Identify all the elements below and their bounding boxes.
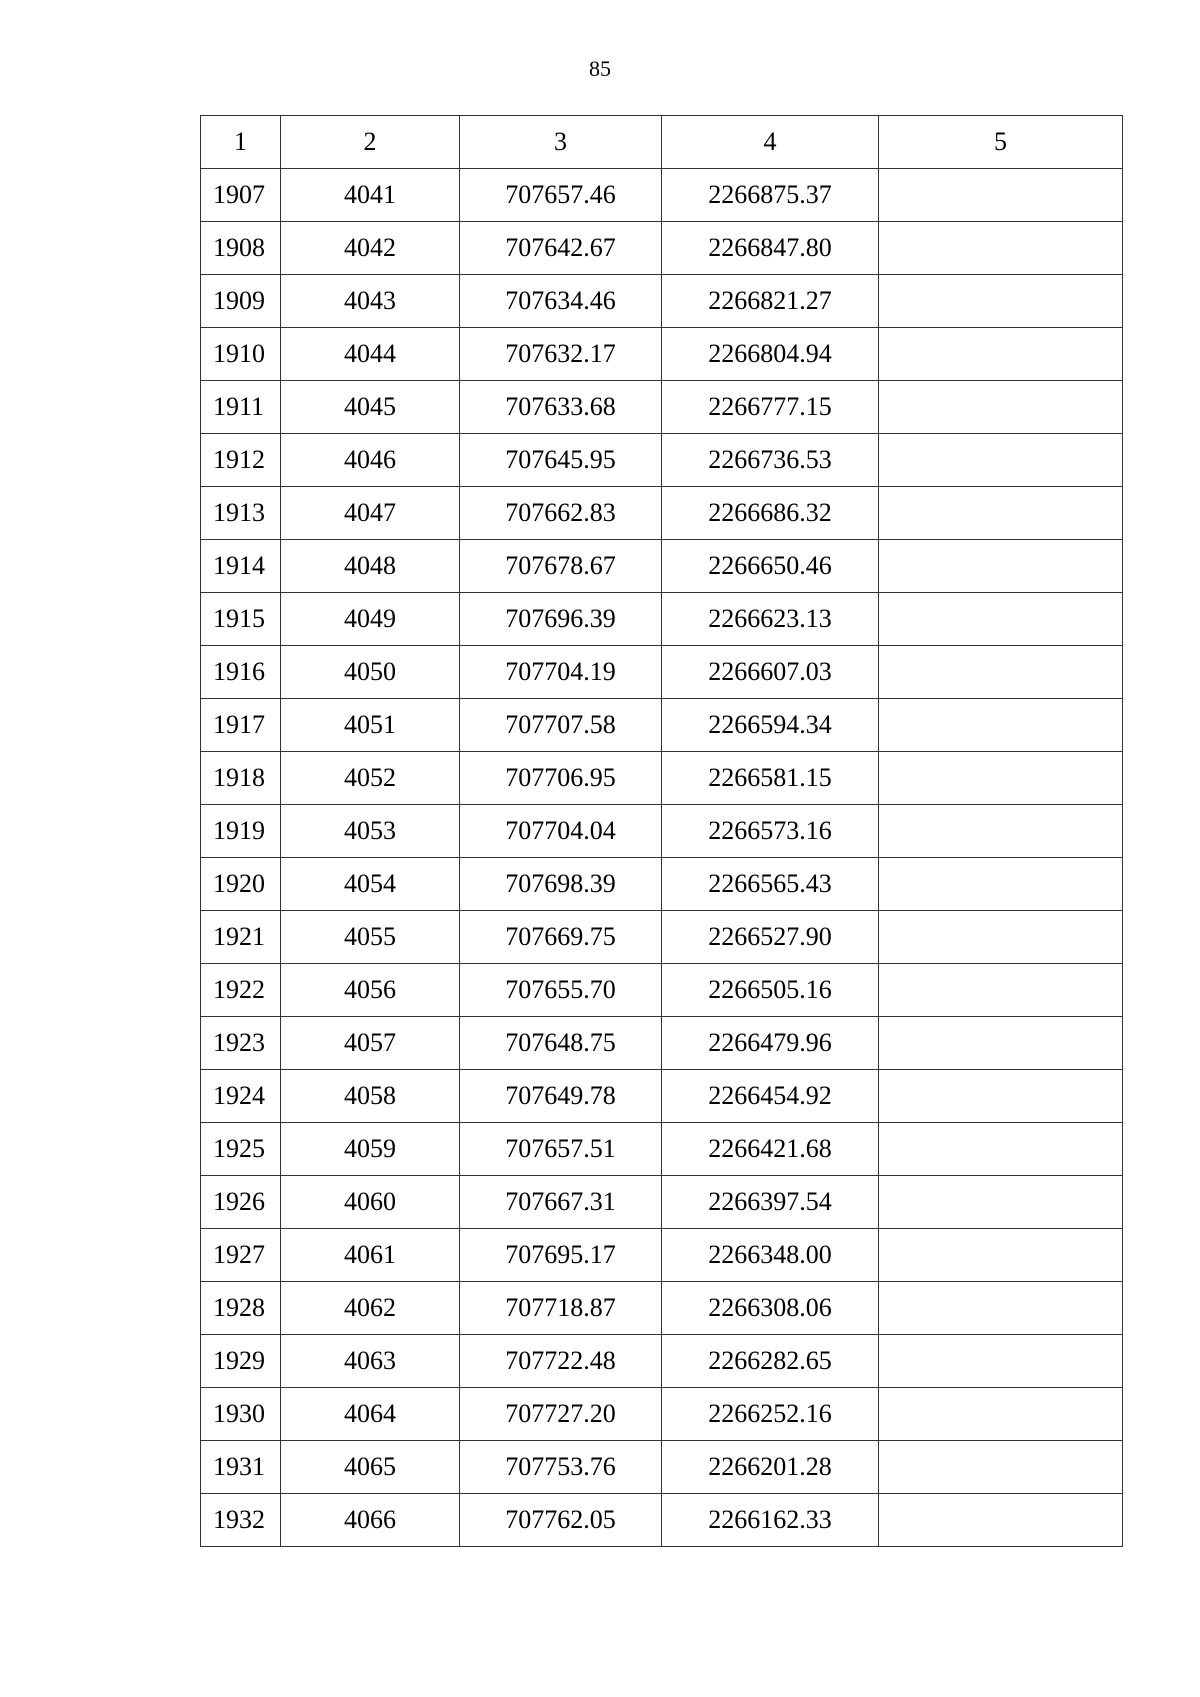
table-row — [201, 858, 1123, 911]
table-row — [201, 328, 1123, 381]
table-cell-col-3: 707657.46 — [460, 169, 662, 222]
table-row — [201, 1176, 1123, 1229]
table-cell-col-4: 2266847.80 — [662, 222, 879, 275]
table-cell-col-5 — [879, 328, 1123, 381]
table-row — [201, 275, 1123, 328]
table-cell-col-3: 707634.46 — [460, 275, 662, 328]
table-cell-col-1: 1931 — [201, 1441, 281, 1494]
table-cell-col-1: 1925 — [201, 1123, 281, 1176]
table-cell-col-5 — [879, 805, 1123, 858]
table-cell-col-5 — [879, 646, 1123, 699]
table-cell-col-1: 1914 — [201, 540, 281, 593]
table-cell-col-5 — [879, 752, 1123, 805]
table-cell-col-1: 1909 — [201, 275, 281, 328]
table-cell-col-2: 4052 — [281, 752, 460, 805]
table-cell-col-4: 2266623.13 — [662, 593, 879, 646]
table-cell-col-2: 4049 — [281, 593, 460, 646]
table-cell-col-3: 707648.75 — [460, 1017, 662, 1070]
table-cell-col-3: 707722.48 — [460, 1335, 662, 1388]
table-cell-col-3: 707645.95 — [460, 434, 662, 487]
table-cell-col-3: 707633.68 — [460, 381, 662, 434]
table-row — [201, 381, 1123, 434]
table-cell-col-1: 1921 — [201, 911, 281, 964]
table-cell-col-4: 2266736.53 — [662, 434, 879, 487]
table-cell-col-5 — [879, 1441, 1123, 1494]
table-cell-col-4: 2266397.54 — [662, 1176, 879, 1229]
table-cell-col-1: 1927 — [201, 1229, 281, 1282]
table-cell-col-1: 1922 — [201, 964, 281, 1017]
table-cell-col-2: 4066 — [281, 1494, 460, 1547]
table-cell-col-5 — [879, 593, 1123, 646]
table-cell-col-2: 4042 — [281, 222, 460, 275]
table-row — [201, 1123, 1123, 1176]
table-cell-col-3: 707657.51 — [460, 1123, 662, 1176]
table-row — [201, 699, 1123, 752]
table-cell-col-2: 4062 — [281, 1282, 460, 1335]
table-cell-col-1: 1923 — [201, 1017, 281, 1070]
table-row — [201, 964, 1123, 1017]
table-cell-col-1: 1932 — [201, 1494, 281, 1547]
table-cell-col-5 — [879, 1017, 1123, 1070]
table-cell-col-4: 2266282.65 — [662, 1335, 879, 1388]
table-cell-col-3: 707704.19 — [460, 646, 662, 699]
table-row — [201, 169, 1123, 222]
table-cell-col-5 — [879, 1388, 1123, 1441]
table-cell-col-3: 707669.75 — [460, 911, 662, 964]
table-cell-col-5 — [879, 911, 1123, 964]
table-row — [201, 1441, 1123, 1494]
table-cell-col-3: 707753.76 — [460, 1441, 662, 1494]
table-cell-col-3: 707662.83 — [460, 487, 662, 540]
table-row — [201, 487, 1123, 540]
table-cell-col-4: 2266527.90 — [662, 911, 879, 964]
table-cell-col-4: 2266581.15 — [662, 752, 879, 805]
table-row — [201, 1388, 1123, 1441]
header-cell-3: 3 — [460, 116, 662, 169]
table-cell-col-3: 707762.05 — [460, 1494, 662, 1547]
table-row — [201, 1282, 1123, 1335]
table-cell-col-4: 2266565.43 — [662, 858, 879, 911]
table-cell-col-1: 1918 — [201, 752, 281, 805]
table-cell-col-2: 4060 — [281, 1176, 460, 1229]
coordinates-table — [200, 115, 1123, 1547]
table-cell-col-2: 4051 — [281, 699, 460, 752]
table-cell-col-2: 4043 — [281, 275, 460, 328]
table-cell-col-3: 707655.70 — [460, 964, 662, 1017]
table-cell-col-5 — [879, 381, 1123, 434]
table-cell-col-1: 1920 — [201, 858, 281, 911]
table-cell-col-5 — [879, 858, 1123, 911]
table-cell-col-1: 1911 — [201, 381, 281, 434]
table-cell-col-2: 4055 — [281, 911, 460, 964]
table-cell-col-1: 1915 — [201, 593, 281, 646]
table-row — [201, 593, 1123, 646]
table-cell-col-2: 4064 — [281, 1388, 460, 1441]
table-cell-col-2: 4046 — [281, 434, 460, 487]
table-cell-col-3: 707632.17 — [460, 328, 662, 381]
table-cell-col-5 — [879, 169, 1123, 222]
table-cell-col-1: 1912 — [201, 434, 281, 487]
table-cell-col-3: 707695.17 — [460, 1229, 662, 1282]
table-cell-col-5 — [879, 1282, 1123, 1335]
table-cell-col-2: 4041 — [281, 169, 460, 222]
table-cell-col-5 — [879, 275, 1123, 328]
table-cell-col-4: 2266686.32 — [662, 487, 879, 540]
table-cell-col-3: 707696.39 — [460, 593, 662, 646]
table-cell-col-4: 2266201.28 — [662, 1441, 879, 1494]
table-row — [201, 1494, 1123, 1547]
header-cell-5: 5 — [879, 116, 1123, 169]
header-cell-2: 2 — [281, 116, 460, 169]
table-cell-col-1: 1917 — [201, 699, 281, 752]
table-row — [201, 805, 1123, 858]
table-cell-col-3: 707642.67 — [460, 222, 662, 275]
table-cell-col-1: 1929 — [201, 1335, 281, 1388]
table-cell-col-1: 1908 — [201, 222, 281, 275]
table-cell-col-4: 2266804.94 — [662, 328, 879, 381]
table-cell-col-1: 1910 — [201, 328, 281, 381]
table-cell-col-3: 707678.67 — [460, 540, 662, 593]
table-cell-col-5 — [879, 540, 1123, 593]
table-cell-col-2: 4059 — [281, 1123, 460, 1176]
table-cell-col-2: 4057 — [281, 1017, 460, 1070]
table-cell-col-2: 4048 — [281, 540, 460, 593]
table-cell-col-5 — [879, 1123, 1123, 1176]
table-cell-col-2: 4044 — [281, 328, 460, 381]
table-cell-col-4: 2266594.34 — [662, 699, 879, 752]
header-cell-1: 1 — [201, 116, 281, 169]
table-cell-col-4: 2266777.15 — [662, 381, 879, 434]
table-row — [201, 1070, 1123, 1123]
table-cell-col-1: 1919 — [201, 805, 281, 858]
table-cell-col-4: 2266479.96 — [662, 1017, 879, 1070]
table-cell-col-4: 2266308.06 — [662, 1282, 879, 1335]
table-cell-col-4: 2266162.33 — [662, 1494, 879, 1547]
table-cell-col-5 — [879, 699, 1123, 752]
table-cell-col-3: 707704.04 — [460, 805, 662, 858]
table-cell-col-5 — [879, 1335, 1123, 1388]
table-cell-col-3: 707707.58 — [460, 699, 662, 752]
table-cell-col-2: 4061 — [281, 1229, 460, 1282]
table-cell-col-5 — [879, 964, 1123, 1017]
table-cell-col-4: 2266650.46 — [662, 540, 879, 593]
table-cell-col-5 — [879, 1494, 1123, 1547]
table-cell-col-4: 2266573.16 — [662, 805, 879, 858]
table-cell-col-3: 707698.39 — [460, 858, 662, 911]
table-cell-col-4: 2266348.00 — [662, 1229, 879, 1282]
table-cell-col-3: 707649.78 — [460, 1070, 662, 1123]
table-cell-col-5 — [879, 222, 1123, 275]
table-cell-col-4: 2266454.92 — [662, 1070, 879, 1123]
table-cell-col-2: 4065 — [281, 1441, 460, 1494]
table-row — [201, 646, 1123, 699]
table-cell-col-4: 2266875.37 — [662, 169, 879, 222]
table-cell-col-3: 707727.20 — [460, 1388, 662, 1441]
table-cell-col-2: 4056 — [281, 964, 460, 1017]
table-cell-col-5 — [879, 434, 1123, 487]
table-cell-col-5 — [879, 487, 1123, 540]
table-cell-col-4: 2266607.03 — [662, 646, 879, 699]
table-cell-col-5 — [879, 1176, 1123, 1229]
table-cell-col-4: 2266252.16 — [662, 1388, 879, 1441]
table-cell-col-1: 1916 — [201, 646, 281, 699]
page-number: 85 — [589, 56, 611, 81]
table-header-row — [201, 116, 1123, 169]
table-cell-col-1: 1924 — [201, 1070, 281, 1123]
table-cell-col-1: 1926 — [201, 1176, 281, 1229]
table-row — [201, 434, 1123, 487]
table-cell-col-1: 1913 — [201, 487, 281, 540]
table-cell-col-1: 1930 — [201, 1388, 281, 1441]
table-cell-col-2: 4050 — [281, 646, 460, 699]
table-cell-col-3: 707718.87 — [460, 1282, 662, 1335]
table-cell-col-5 — [879, 1070, 1123, 1123]
table-cell-col-3: 707706.95 — [460, 752, 662, 805]
table-cell-col-1: 1928 — [201, 1282, 281, 1335]
table-row — [201, 540, 1123, 593]
table-row — [201, 1335, 1123, 1388]
table-cell-col-4: 2266505.16 — [662, 964, 879, 1017]
table-cell-col-2: 4063 — [281, 1335, 460, 1388]
table-cell-col-4: 2266821.27 — [662, 275, 879, 328]
table-row — [201, 222, 1123, 275]
table-row — [201, 911, 1123, 964]
table-cell-col-4: 2266421.68 — [662, 1123, 879, 1176]
table-cell-col-2: 4047 — [281, 487, 460, 540]
table-row — [201, 752, 1123, 805]
table-cell-col-3: 707667.31 — [460, 1176, 662, 1229]
table-cell-col-2: 4058 — [281, 1070, 460, 1123]
table-cell-col-5 — [879, 1229, 1123, 1282]
table-cell-col-2: 4054 — [281, 858, 460, 911]
header-cell-4: 4 — [662, 116, 879, 169]
table-row — [201, 1229, 1123, 1282]
table-cell-col-1: 1907 — [201, 169, 281, 222]
table-row — [201, 1017, 1123, 1070]
table-cell-col-2: 4053 — [281, 805, 460, 858]
table-cell-col-2: 4045 — [281, 381, 460, 434]
